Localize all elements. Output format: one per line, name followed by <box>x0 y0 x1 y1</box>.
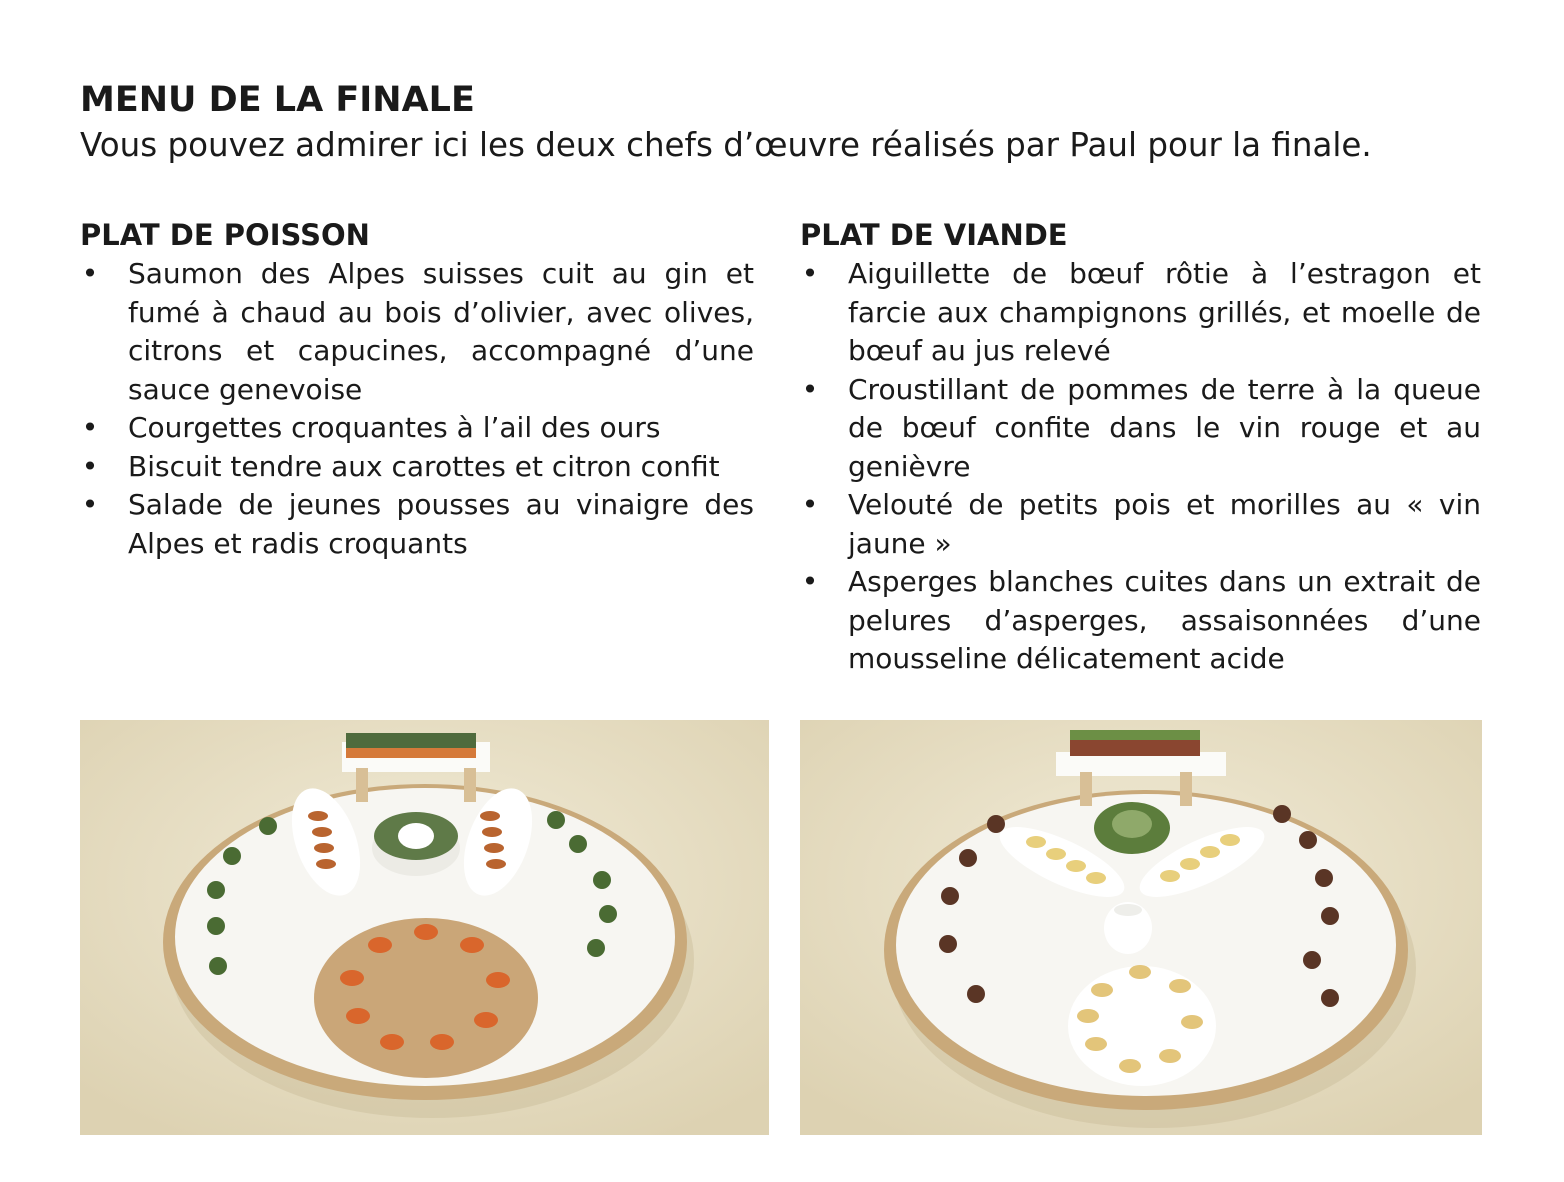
meat-course-list <box>800 255 1481 679</box>
bullet-icon: • <box>81 449 99 483</box>
list-item <box>800 371 1481 487</box>
meat-platter-illustration <box>800 720 1482 1135</box>
fish-course-heading: PLAT DE POISSON <box>80 218 370 252</box>
list-item-text: Salade de jeunes pousses au vinaigre des Alpes et radis croquants <box>128 488 754 560</box>
bullet-icon: • <box>81 488 99 521</box>
list-item-text: Velouté de petits pois et morilles au « vin jaune » <box>848 488 1481 560</box>
list-item <box>800 486 1481 563</box>
meat-course-heading: PLAT DE VIANDE <box>800 218 1068 252</box>
fish-platter-photo <box>80 720 769 1135</box>
meat-course-section <box>800 218 1481 679</box>
page-subtitle: Vous pouvez admirer ici les deux chefs d’œuvre réalisés par Paul pour la finale. <box>80 126 1372 164</box>
list-item <box>80 255 754 409</box>
list-item-text: Aiguillette de bœuf rôtie à l’estragon et farcie aux champignons grillés, et moelle de bœuf au jus relevé <box>848 257 1481 367</box>
bullet-icon: • <box>81 411 99 444</box>
meat-platter-photo <box>800 720 1482 1135</box>
fish-course-section <box>80 218 754 563</box>
bullet-icon: • <box>801 257 819 290</box>
bullet-icon: • <box>801 372 819 406</box>
list-item-text: Asperges blanches cuites dans un extrait de pelures d’asperges, assaisonnées d’une mousseline délicatement acide <box>848 565 1481 675</box>
list-item <box>80 409 754 448</box>
fish-course-list <box>80 255 754 563</box>
list-item <box>800 255 1481 371</box>
list-item <box>80 486 754 563</box>
bullet-icon: • <box>81 257 99 290</box>
page-title: MENU DE LA FINALE <box>80 80 475 120</box>
bullet-icon: • <box>801 565 819 598</box>
list-item <box>800 563 1481 679</box>
list-item-text: Croustillant de pommes de terre à la queue de bœuf confite dans le vin rouge et au genièvre <box>848 372 1481 483</box>
bullet-icon: • <box>801 488 819 521</box>
fish-platter-illustration <box>80 720 769 1135</box>
list-item <box>80 448 754 487</box>
list-item-text: Courgettes croquantes à l’ail des ours <box>128 411 661 444</box>
list-item-text: Biscuit tendre aux carottes et citron confit <box>128 449 720 483</box>
list-item-text: Saumon des Alpes suisses cuit au gin et fumé à chaud au bois d’olivier, avec olives, citrons et capucines, accompagné d’une sauce genevoise <box>128 257 754 406</box>
